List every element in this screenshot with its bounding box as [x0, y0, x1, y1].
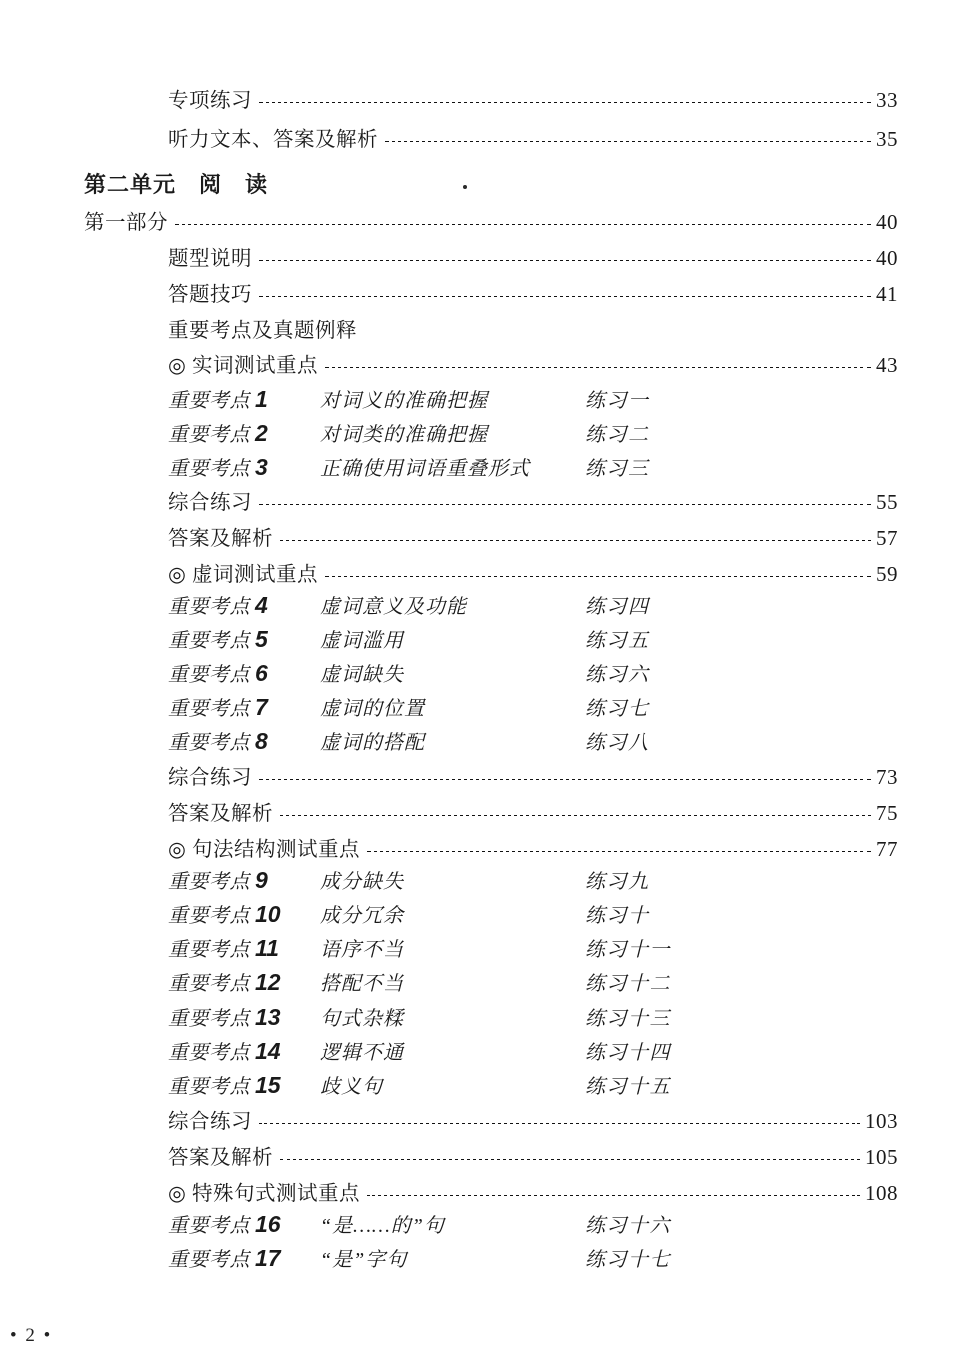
point-number: 15 — [255, 1072, 281, 1098]
toc-group-header-jufa[interactable] — [168, 832, 898, 862]
point-kp-text: 重要考点 — [168, 1042, 250, 1064]
toc-point-row[interactable] — [0, 726, 960, 760]
toc-entry-zonghe-lianxi[interactable] — [168, 485, 898, 515]
point-number: 4 — [255, 592, 268, 618]
toc-entry-page: 41 — [876, 282, 898, 306]
point-number: 10 — [255, 901, 281, 927]
toc-entry-label: 专项练习 — [168, 90, 252, 112]
page-number-footer: • 2 • — [10, 1325, 53, 1346]
point-kp-text: 重要考点 — [168, 664, 250, 686]
point-kp-text: 重要考点 — [168, 1249, 250, 1271]
point-kp-text: 重要考点 — [168, 630, 250, 652]
toc-entry-page: 59 — [876, 562, 898, 586]
toc-entry-page: 108 — [865, 1181, 898, 1205]
toc-entry-page: 35 — [876, 127, 898, 151]
point-title: “是”字句 — [320, 1249, 408, 1271]
point-exercise: 练习九 — [585, 871, 650, 893]
point-keypoint-label — [168, 967, 281, 996]
toc-entry-label: ◎ 特殊句式测试重点 — [168, 1183, 361, 1205]
toc-entry-page: 103 — [865, 1109, 898, 1133]
toc-point-row[interactable] — [0, 692, 960, 726]
point-keypoint-label — [168, 384, 268, 413]
leader-dots — [259, 296, 871, 297]
point-keypoint-label — [168, 624, 268, 653]
point-kp-text: 重要考点 — [168, 1215, 250, 1237]
point-title: 对词义的准确把握 — [320, 390, 488, 412]
point-title: 虚词意义及功能 — [320, 596, 467, 618]
toc-entry-tixing-shuoming[interactable] — [168, 241, 898, 271]
point-title: 正确使用词语重叠形式 — [320, 458, 530, 480]
leader-dots — [367, 851, 871, 852]
toc-entry-page: 75 — [876, 801, 898, 825]
point-keypoint-label — [168, 899, 281, 928]
toc-point-row[interactable] — [0, 658, 960, 692]
toc-point-row[interactable] — [0, 933, 960, 967]
leader-dots — [280, 540, 871, 541]
point-number: 5 — [255, 626, 268, 652]
toc-entry-label: ◎ 句法结构测试重点 — [168, 839, 361, 861]
toc-group-header-shici[interactable] — [168, 348, 898, 378]
leader-dots — [259, 102, 871, 103]
point-kp-text: 重要考点 — [168, 939, 250, 961]
toc-point-row[interactable] — [0, 1002, 960, 1036]
point-number: 2 — [255, 420, 268, 446]
point-kp-text: 重要考点 — [168, 424, 250, 446]
point-kp-text: 重要考点 — [168, 458, 250, 480]
point-number: 9 — [255, 867, 268, 893]
toc-entry-label: ◎ 实词测试重点 — [168, 355, 319, 377]
point-kp-text: 重要考点 — [168, 732, 250, 754]
point-title: 虚词的搭配 — [320, 732, 425, 754]
point-exercise: 练习十一 — [585, 939, 671, 961]
point-number: 12 — [255, 969, 281, 995]
point-number: 11 — [255, 935, 279, 961]
point-title: 虚词的位置 — [320, 698, 425, 720]
point-exercise: 练习四 — [585, 596, 650, 618]
point-exercise: 练习十五 — [585, 1076, 671, 1098]
point-title: 成分缺失 — [320, 871, 404, 893]
point-exercise: 练习十 — [585, 905, 650, 927]
point-exercise: 练习二 — [585, 424, 650, 446]
leader-dots — [259, 1123, 860, 1124]
point-kp-text: 重要考点 — [168, 698, 250, 720]
toc-entry-label: 第一部分 — [84, 212, 168, 234]
point-keypoint-label — [168, 933, 279, 962]
toc-entry-zhuanxiang-lianxi[interactable] — [168, 83, 898, 113]
leader-dots — [367, 1195, 860, 1196]
toc-point-row[interactable] — [0, 1243, 960, 1277]
toc-entry-label: 综合练习 — [168, 1111, 252, 1133]
toc-entry-daan-jiexi[interactable] — [168, 521, 898, 551]
point-title: 对词类的准确把握 — [320, 424, 488, 446]
leader-dots — [280, 1159, 860, 1160]
point-exercise: 练习八 — [585, 732, 650, 754]
point-number: 17 — [255, 1245, 281, 1271]
toc-plain-heading: 重要考点及真题例释 — [168, 320, 357, 342]
toc-point-row[interactable] — [0, 384, 960, 418]
point-title: “是……的”句 — [320, 1215, 445, 1237]
point-title: 歧义句 — [320, 1076, 383, 1098]
toc-entry-label: 综合练习 — [168, 767, 252, 789]
toc-entry-daan-jiexi[interactable] — [168, 1140, 898, 1170]
point-exercise: 练习十六 — [585, 1215, 671, 1237]
point-kp-text: 重要考点 — [168, 596, 250, 618]
toc-entry-zonghe-lianxi[interactable] — [168, 760, 898, 790]
toc-point-row[interactable] — [0, 452, 960, 486]
point-exercise: 练习五 — [585, 630, 650, 652]
point-title: 虚词滥用 — [320, 630, 404, 652]
toc-point-row[interactable] — [0, 899, 960, 933]
point-kp-text: 重要考点 — [168, 390, 250, 412]
leader-dots — [325, 367, 871, 368]
toc-group-header-xuci[interactable] — [168, 557, 898, 587]
point-keypoint-label — [168, 692, 268, 721]
point-keypoint-label — [168, 452, 268, 481]
toc-entry-datitijiqiao[interactable] — [168, 277, 898, 307]
point-title: 语序不当 — [320, 939, 404, 961]
point-keypoint-label — [168, 865, 268, 894]
toc-entry-page: 55 — [876, 490, 898, 514]
point-keypoint-label — [168, 658, 268, 687]
toc-entry-label: 题型说明 — [168, 248, 252, 270]
point-number: 14 — [255, 1038, 281, 1064]
toc-entry-page: 57 — [876, 526, 898, 550]
toc-point-row[interactable] — [0, 1070, 960, 1104]
toc-entry-label: ◎ 虚词测试重点 — [168, 564, 319, 586]
unit-heading: 第二单元 阅 读 — [84, 172, 269, 197]
point-kp-text: 重要考点 — [168, 871, 250, 893]
point-title: 成分冗余 — [320, 905, 404, 927]
point-keypoint-label — [168, 418, 268, 447]
point-number: 1 — [255, 386, 268, 412]
toc-point-row[interactable] — [0, 418, 960, 452]
point-keypoint-label — [168, 1070, 281, 1099]
point-kp-text: 重要考点 — [168, 905, 250, 927]
toc-point-row[interactable] — [0, 1209, 960, 1243]
toc-point-row[interactable] — [0, 624, 960, 658]
leader-dots — [175, 224, 871, 225]
point-keypoint-label — [168, 1209, 281, 1238]
toc-entry-page: 40 — [876, 210, 898, 234]
toc-entry-label: 答案及解析 — [168, 803, 273, 825]
stray-dot-mark — [463, 185, 467, 189]
leader-dots — [385, 141, 871, 142]
point-exercise: 练习一 — [585, 390, 650, 412]
toc-entry-label: 答案及解析 — [168, 528, 273, 550]
point-exercise: 练习十二 — [585, 973, 671, 995]
point-title: 搭配不当 — [320, 973, 404, 995]
point-keypoint-label — [168, 1243, 281, 1272]
toc-entry-page: 77 — [876, 837, 898, 861]
toc-entry-label: 答题技巧 — [168, 284, 252, 306]
point-number: 8 — [255, 728, 268, 754]
toc-entry-label: 答案及解析 — [168, 1147, 273, 1169]
toc-entry-page: 73 — [876, 765, 898, 789]
toc-entry-daan-jiexi[interactable] — [168, 796, 898, 826]
leader-dots — [259, 260, 871, 261]
toc-point-row[interactable] — [0, 865, 960, 899]
toc-entry-part-one[interactable] — [84, 205, 898, 235]
point-kp-text: 重要考点 — [168, 1076, 250, 1098]
point-kp-text: 重要考点 — [168, 973, 250, 995]
toc-entry-page: 43 — [876, 353, 898, 377]
point-number: 3 — [255, 454, 268, 480]
leader-dots — [280, 815, 871, 816]
point-exercise: 练习十七 — [585, 1249, 671, 1271]
point-exercise: 练习十三 — [585, 1008, 671, 1030]
toc-entry-label: 听力文本、答案及解析 — [168, 129, 378, 151]
point-number: 6 — [255, 660, 268, 686]
leader-dots — [259, 779, 871, 780]
toc-group-header-teshu-jushi[interactable] — [168, 1176, 898, 1206]
point-title: 逻辑不通 — [320, 1042, 404, 1064]
toc-entry-page: 105 — [865, 1145, 898, 1169]
point-keypoint-label — [168, 1002, 281, 1031]
leader-dots — [259, 504, 871, 505]
toc-point-row[interactable] — [0, 967, 960, 1001]
toc-entry-page: 33 — [876, 88, 898, 112]
toc-entry-page: 40 — [876, 246, 898, 270]
point-title: 虚词缺失 — [320, 664, 404, 686]
toc-entry-zonghe-lianxi[interactable] — [168, 1104, 898, 1134]
point-exercise: 练习三 — [585, 458, 650, 480]
point-keypoint-label — [168, 1036, 281, 1065]
point-keypoint-label — [168, 726, 268, 755]
toc-point-row[interactable] — [0, 1036, 960, 1070]
point-kp-text: 重要考点 — [168, 1008, 250, 1030]
point-title: 句式杂糅 — [320, 1008, 404, 1030]
point-exercise: 练习十四 — [585, 1042, 671, 1064]
point-number: 13 — [255, 1004, 281, 1030]
toc-entry-label: 综合练习 — [168, 492, 252, 514]
toc-point-row[interactable] — [0, 590, 960, 624]
point-number: 16 — [255, 1211, 281, 1237]
toc-entry-tingli-wenben[interactable] — [168, 122, 898, 152]
leader-dots — [325, 576, 871, 577]
point-exercise: 练习六 — [585, 664, 650, 686]
point-number: 7 — [255, 694, 268, 720]
point-keypoint-label — [168, 590, 268, 619]
point-exercise: 练习七 — [585, 698, 650, 720]
